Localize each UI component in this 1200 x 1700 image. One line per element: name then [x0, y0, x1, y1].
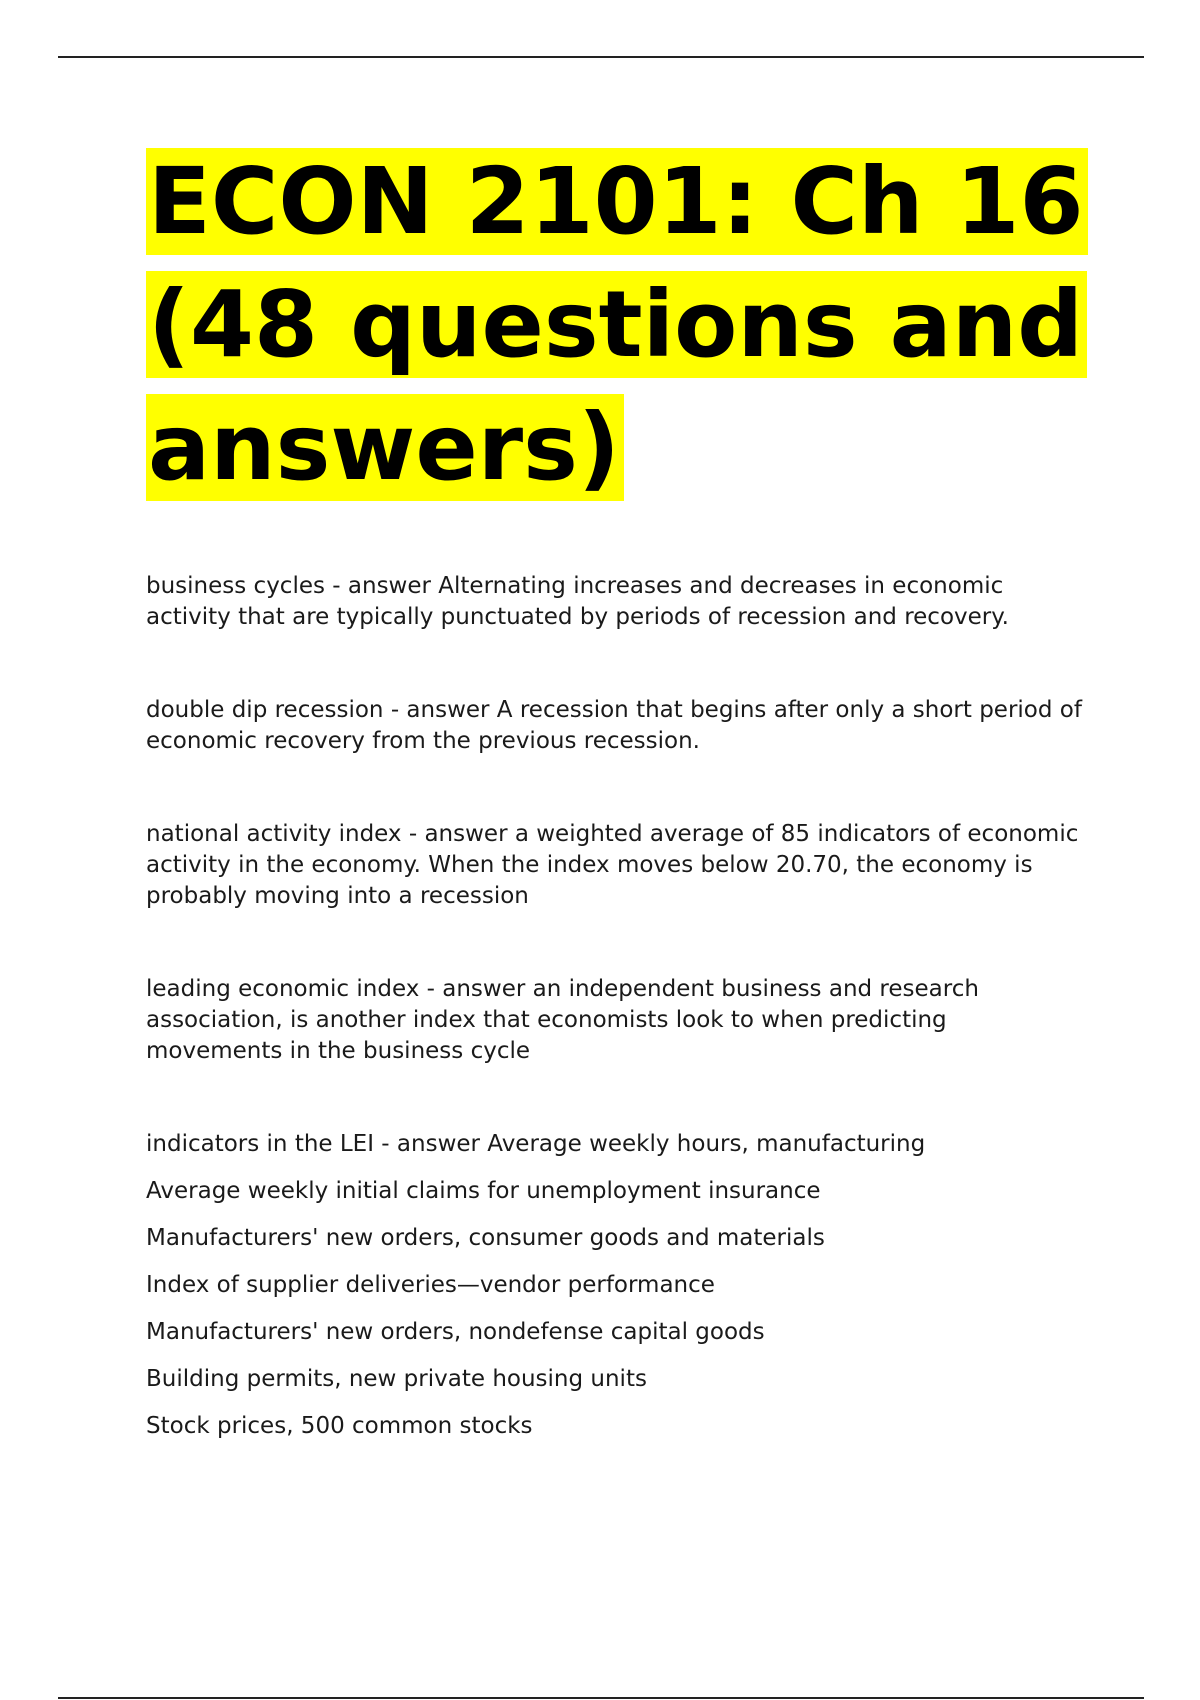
title-highlight: ECON 2101: Ch 16 (48 questions and answers) — [146, 148, 1088, 501]
lei-line: Building permits, new private housing units — [146, 1366, 647, 1392]
qa-entry-national-activity-index: national activity index - answer a weighted average of 85 indicators of economic activity in the economy. When the index moves below 20.70, the economy is probably moving into a recession — [146, 821, 1079, 909]
lei-line: Manufacturers' new orders, consumer goods and materials — [146, 1225, 825, 1251]
lei-line: Index of supplier deliveries—vendor performance — [146, 1272, 715, 1298]
qa-entry-double-dip-recession: double dip recession - answer A recession that begins after only a short period of economic recovery from the previous recession. — [146, 697, 1082, 754]
qa-entry-lei-indicators — [146, 1129, 1086, 1442]
lei-line: Average weekly initial claims for unemployment insurance — [146, 1178, 821, 1204]
lei-line: Manufacturers' new orders, nondefense capital goods — [146, 1319, 765, 1345]
document-title — [146, 140, 1086, 509]
bottom-rule — [58, 1697, 1144, 1699]
lei-line: Stock prices, 500 common stocks — [146, 1413, 533, 1439]
qa-entry-business-cycles: business cycles - answer Alternating increases and decreases in economic activity that are typically punctuated by periods of recession and recovery. — [146, 573, 1009, 630]
qa-entries — [146, 571, 1086, 1442]
lei-line: indicators in the LEI - answer Average weekly hours, manufacturing — [146, 1131, 926, 1157]
top-rule — [58, 56, 1144, 58]
document-body — [146, 140, 1086, 1458]
qa-entry-leading-economic-index: leading economic index - answer an independent business and research association, is another index that economists look to when predicting movements in the business cycle — [146, 976, 979, 1064]
